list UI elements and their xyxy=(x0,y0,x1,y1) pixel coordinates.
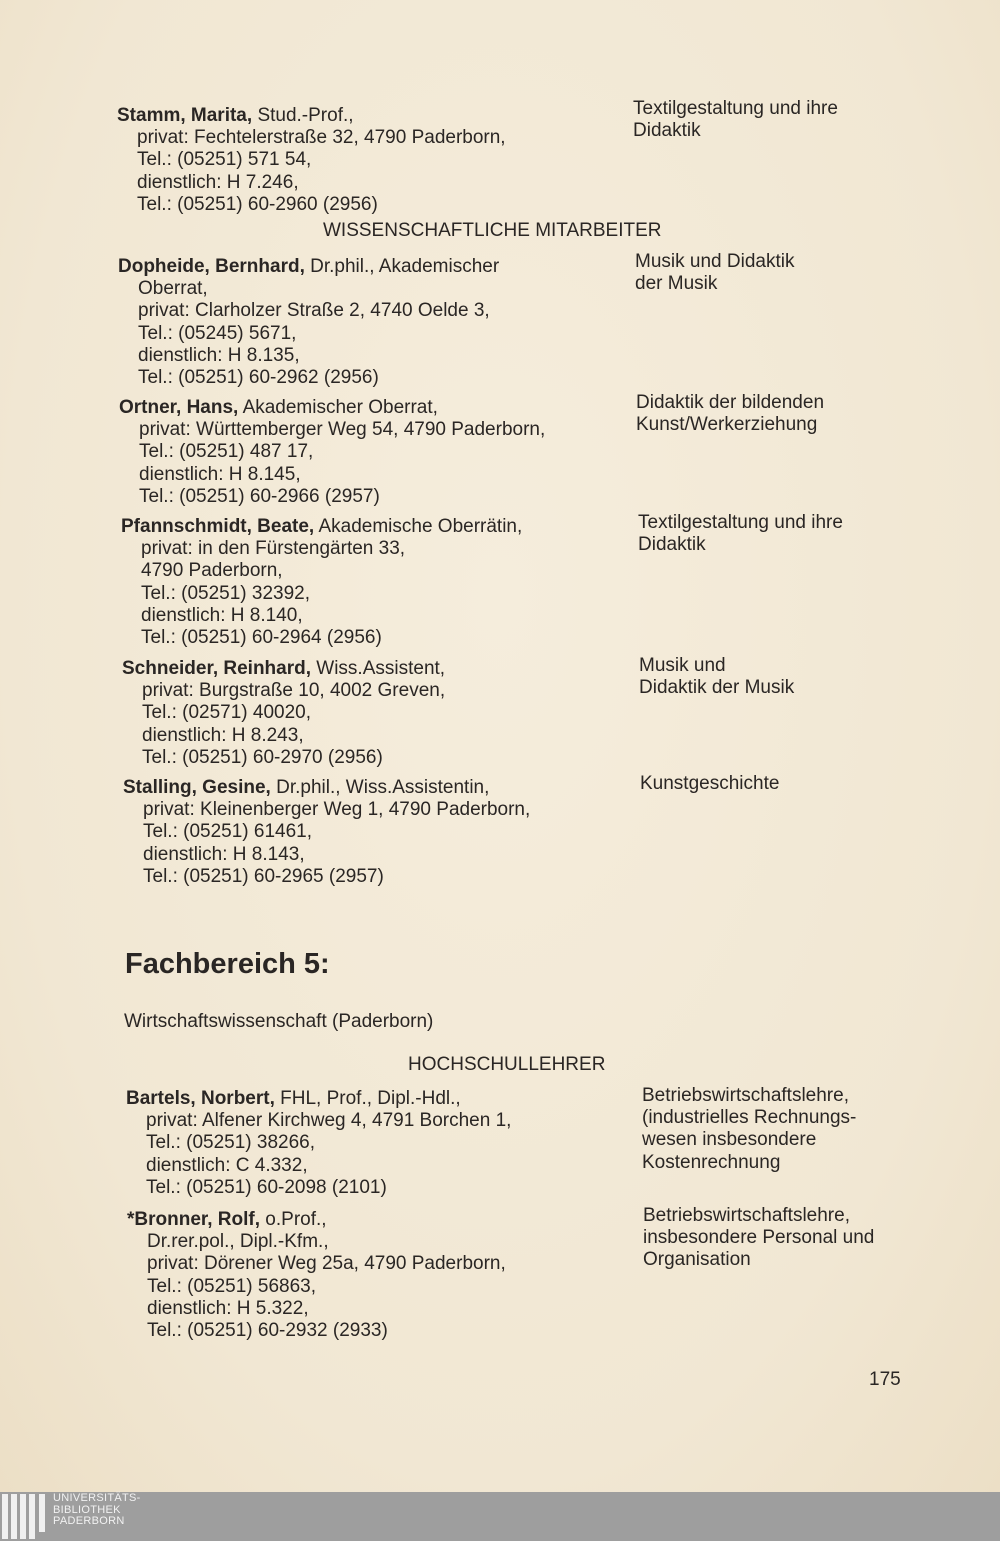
subject-line: wesen insbesondere xyxy=(642,1129,817,1151)
person-title: Akademischer Oberrat, xyxy=(242,397,438,418)
entry-first-line xyxy=(123,777,530,799)
entry-line: Tel.: (05251) 60-2960 (2956) xyxy=(137,193,378,215)
entry-first-line xyxy=(126,1088,511,1110)
entry-line: Oberrat, xyxy=(138,278,208,300)
person-name: Bartels, Norbert, xyxy=(126,1088,275,1109)
subject-area xyxy=(639,655,794,699)
fachbereich-subtitle: Wirtschaftswissenschaft (Paderborn) xyxy=(124,1011,434,1032)
person-name: Dopheide, Bernhard, xyxy=(118,256,305,277)
person-entry xyxy=(118,256,499,389)
person-title: Wiss.Assistent, xyxy=(316,658,446,679)
person-name: *Bronner, Rolf, xyxy=(127,1209,261,1230)
entry-line: dienstlich: C 4.332, xyxy=(146,1154,308,1176)
person-title: Stud.-Prof., xyxy=(257,105,354,126)
subject-area xyxy=(638,512,843,556)
entry-line: Tel.: (05251) 60-2965 (2957) xyxy=(143,865,384,887)
entry-line: dienstlich: H 8.135, xyxy=(138,344,300,366)
entry-first-line xyxy=(122,658,445,680)
entry-line: privat: Alfener Kirchweg 4, 4791 Borchen 1, xyxy=(146,1110,512,1132)
logo-line: BIBLIOTHEK xyxy=(53,1503,121,1516)
entry-line: Tel.: (05251) 56863, xyxy=(147,1275,317,1297)
entry-line: Tel.: (05251) 571 54, xyxy=(137,149,312,171)
subject-line: Kunstgeschichte xyxy=(640,773,780,794)
page-number: 175 xyxy=(869,1369,901,1390)
subject-area xyxy=(640,773,779,795)
subject-line: Betriebswirtschaftslehre, xyxy=(643,1205,850,1226)
fachbereich-title: Fachbereich 5: xyxy=(125,948,330,980)
entry-line: Tel.: (02571) 40020, xyxy=(142,702,312,724)
subject-area xyxy=(642,1085,856,1174)
subject-line: Kunst/Werkerziehung xyxy=(636,414,818,436)
person-entry xyxy=(126,1088,511,1199)
entry-line: Tel.: (05245) 5671, xyxy=(138,322,297,344)
subject-line: insbesondere Personal und xyxy=(643,1227,875,1249)
person-name: Stalling, Gesine, xyxy=(123,777,271,798)
entry-line: Tel.: (05251) 60-2966 (2957) xyxy=(139,485,380,507)
entry-first-line xyxy=(127,1209,506,1231)
subject-line: Didaktik xyxy=(633,120,701,142)
subject-line: Textilgestaltung und ihre xyxy=(633,98,838,119)
entry-line: privat: Fechtelerstraße 32, 4790 Paderborn, xyxy=(137,127,506,149)
entry-line: 4790 Paderborn, xyxy=(141,560,283,582)
person-entry xyxy=(119,397,545,508)
person-name: Stamm, Marita, xyxy=(117,105,253,126)
subject-line: Textilgestaltung und ihre xyxy=(638,512,843,533)
entry-line: Tel.: (05251) 32392, xyxy=(141,582,311,604)
logo-line: PADERBORN xyxy=(53,1515,125,1527)
person-title: FHL, Prof., Dipl.-Hdl., xyxy=(280,1088,461,1109)
person-title: Dr.phil., Wiss.Assistentin, xyxy=(276,777,490,798)
person-title: o.Prof., xyxy=(265,1209,327,1230)
person-title: Dr.phil., Akademischer xyxy=(310,256,500,277)
entry-first-line xyxy=(117,105,506,127)
person-title: Akademische Oberrätin, xyxy=(318,516,523,537)
entry-line: privat: Clarholzer Straße 2, 4740 Oelde 3, xyxy=(138,300,490,322)
entry-line: privat: Dörener Weg 25a, 4790 Paderborn, xyxy=(147,1253,506,1275)
subject-area xyxy=(635,251,794,295)
entry-line: Tel.: (05251) 60-2964 (2956) xyxy=(141,627,382,649)
person-entry xyxy=(123,777,530,888)
subject-line: Betriebswirtschaftslehre, xyxy=(642,1085,849,1106)
section-heading-wissenschaftliche-mitarbeiter: WISSENSCHAFTLICHE MITARBEITER xyxy=(323,220,662,241)
entry-line: dienstlich: H 8.140, xyxy=(141,604,303,626)
person-entry xyxy=(127,1209,506,1342)
library-footer xyxy=(0,1492,1000,1541)
person-entry xyxy=(122,658,445,769)
entry-line: privat: Kleinenberger Weg 1, 4790 Paderborn, xyxy=(143,799,531,821)
subject-area xyxy=(643,1205,874,1272)
subject-line: Organisation xyxy=(643,1249,751,1271)
entry-first-line xyxy=(118,256,499,278)
subject-line: der Musik xyxy=(635,273,718,295)
subject-area xyxy=(636,392,824,436)
person-entry xyxy=(117,105,506,216)
logo-line: UNIVERSITÄTS- xyxy=(53,1492,141,1504)
entry-line: dienstlich: H 8.145, xyxy=(139,463,301,485)
section-heading-hochschullehrer: HOCHSCHULLEHRER xyxy=(408,1054,606,1075)
entry-line: Tel.: (05251) 61461, xyxy=(143,821,313,843)
entry-line: dienstlich: H 5.322, xyxy=(147,1297,309,1319)
subject-line: Musik und xyxy=(639,655,726,676)
person-name: Schneider, Reinhard, xyxy=(122,658,311,679)
entry-line: Tel.: (05251) 60-2098 (2101) xyxy=(146,1176,387,1198)
subject-line: Didaktik der Musik xyxy=(639,677,795,699)
subject-line: Kostenrechnung xyxy=(642,1151,781,1173)
subject-line: Didaktik xyxy=(638,534,706,556)
entry-first-line xyxy=(119,397,545,419)
entry-line: privat: Burgstraße 10, 4002 Greven, xyxy=(142,680,446,702)
entry-line: Tel.: (05251) 60-2932 (2933) xyxy=(147,1320,388,1342)
entry-line: dienstlich: H 8.243, xyxy=(142,724,304,746)
entry-line: Tel.: (05251) 60-2970 (2956) xyxy=(142,746,383,768)
person-name: Pfannschmidt, Beate, xyxy=(121,516,315,537)
subject-area xyxy=(633,98,838,142)
entry-line: privat: Württemberger Weg 54, 4790 Paderborn, xyxy=(139,419,546,441)
subject-line: Didaktik der bildenden xyxy=(636,392,825,413)
entry-line: privat: in den Fürstengärten 33, xyxy=(141,538,406,560)
entry-line: Tel.: (05251) 487 17, xyxy=(139,441,314,463)
subject-line: Musik und Didaktik xyxy=(635,251,795,272)
entry-line: dienstlich: H 8.143, xyxy=(143,843,305,865)
entry-line: Dr.rer.pol., Dipl.-Kfm., xyxy=(147,1231,329,1253)
person-entry xyxy=(121,516,522,649)
entry-first-line xyxy=(121,516,522,538)
subject-line: (industrielles Rechnungs- xyxy=(642,1107,857,1129)
entry-line: dienstlich: H 7.246, xyxy=(137,171,299,193)
entry-line: Tel.: (05251) 60-2962 (2956) xyxy=(138,367,379,389)
person-name: Ortner, Hans, xyxy=(119,397,239,418)
library-logo-text xyxy=(53,1493,141,1528)
entry-line: Tel.: (05251) 38266, xyxy=(146,1132,316,1154)
